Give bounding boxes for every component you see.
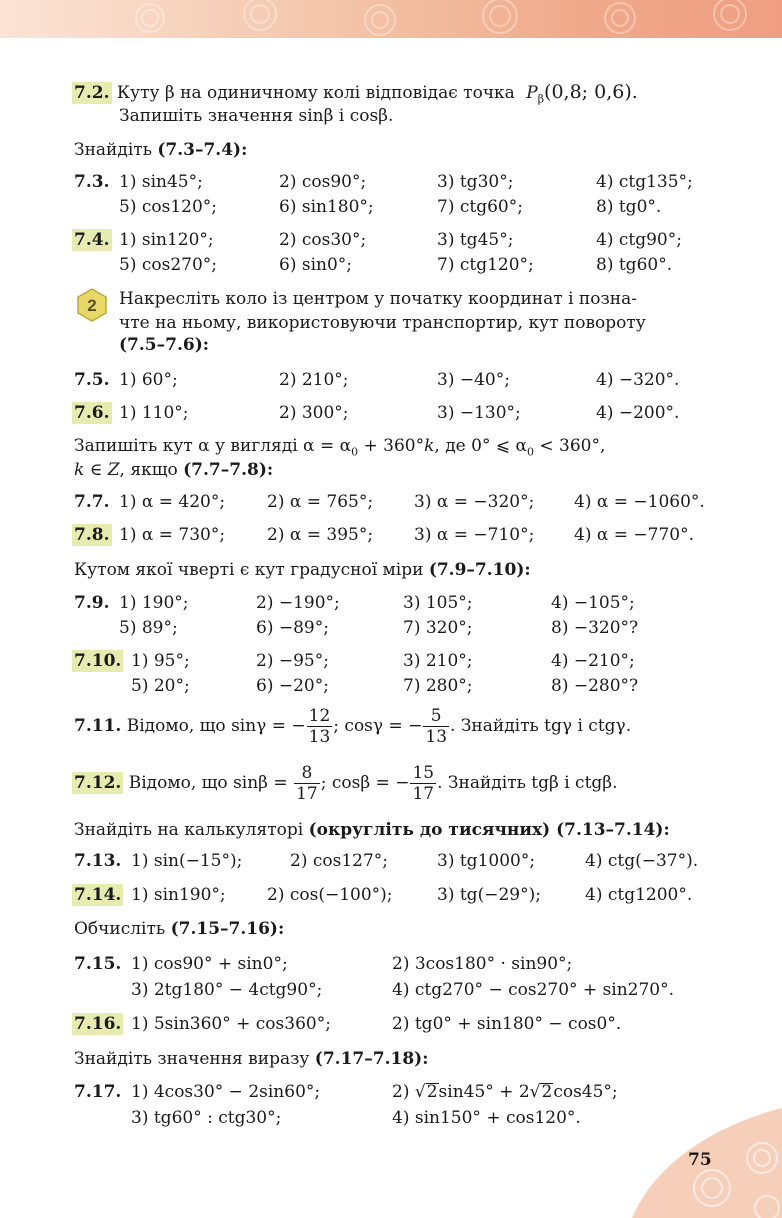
instruction-text: Знайдіть значення виразу [74, 1049, 310, 1069]
item: 4) sin150° + cos120°. [392, 1108, 581, 1128]
item: 2) 3cos180° · sin90°; [392, 954, 573, 974]
item: 3) α = −710°; [414, 525, 535, 545]
instruction-7-13 [74, 818, 670, 842]
instruction-7-15 [74, 917, 284, 941]
item: 3) tg1000°; [437, 851, 536, 871]
numerator: 12 [308, 706, 331, 726]
item: 1) 60°; [119, 370, 178, 390]
exercise-number: 7.12. [74, 773, 122, 793]
text: k [74, 460, 85, 480]
item: 1) 95°; [131, 651, 190, 671]
exercise-7-4 [74, 228, 112, 252]
item: 3) 2tg180° − 4ctg90°; [131, 980, 323, 1000]
item: 6) −20°; [256, 676, 329, 696]
item: 2) cos90°; [279, 172, 367, 192]
level-badge-number: 2 [87, 296, 97, 315]
text: k [424, 436, 435, 456]
instruction-ref: (7.9–7.10): [428, 560, 531, 580]
instruction-ref: (7.3–7.4): [157, 140, 248, 160]
item: 4) −200°. [596, 403, 680, 423]
item: 2) cos127°; [290, 851, 389, 871]
item: 1) sin(−15°); [131, 851, 243, 871]
exercise-7-13 [74, 849, 121, 873]
exercise-number: 7.16. [74, 1014, 122, 1034]
subscript: 0 [351, 445, 359, 459]
item: 4) ctg(−37°). [585, 851, 699, 871]
item: 6) sin180°; [279, 197, 374, 217]
item: 8) −320°? [551, 618, 639, 638]
item: 4) ctg1200°. [585, 885, 693, 905]
item: 4) −320°. [596, 370, 680, 390]
exercise-number: 7.14. [74, 885, 122, 905]
fraction [423, 706, 449, 747]
denominator: 17 [412, 784, 435, 804]
item: 1) sin120°; [119, 230, 214, 250]
header-band [0, 0, 782, 38]
item: 3) tg(−29°); [437, 885, 541, 905]
exercise-number: 7.11. [74, 716, 122, 736]
exercise-number: 7.10. [74, 651, 122, 671]
exercise-7-9 [74, 591, 110, 615]
exercise-7-14 [74, 883, 123, 907]
exercise-7-15 [74, 952, 121, 976]
item: 6) sin0°; [279, 255, 353, 275]
swirl-pattern-icon [0, 0, 782, 38]
item: 1) 110°; [119, 403, 189, 423]
text: Z [107, 460, 120, 480]
exercise-7-10 [74, 649, 123, 673]
item: 8) tg60°. [596, 255, 673, 275]
item: 2) tg0° + sin180° − cos0°. [392, 1014, 622, 1034]
item: 7) ctg120°; [437, 255, 534, 275]
exercise-number: 7.4. [74, 230, 110, 250]
corner-swirl-icon [592, 1108, 782, 1218]
point-label: P [526, 83, 538, 103]
item: 2) cos30°; [279, 230, 367, 250]
subscript: 0 [526, 445, 534, 459]
item: 3) −40°; [437, 370, 510, 390]
text: cos45°; [553, 1082, 618, 1102]
sqrt-symbol: √ [414, 1082, 426, 1102]
exercise-7-7 [74, 490, 110, 514]
fraction [294, 763, 320, 804]
instruction-ref: (округліть до тисячних) (7.13–7.14): [308, 820, 670, 840]
instruction-ref: (7.17–7.18): [314, 1049, 429, 1069]
instruction-text: Обчисліть [74, 919, 166, 939]
instruction-7-3 [74, 138, 247, 162]
item: 2) −190°; [256, 593, 340, 613]
exercise-7-12 [74, 763, 618, 804]
numerator: 5 [423, 706, 449, 727]
item-radicals [392, 1080, 618, 1104]
item: 5) 89°; [119, 618, 178, 638]
item: 7) ctg60°; [437, 197, 523, 217]
item: 5) cos120°; [119, 197, 218, 217]
exercise-7-5 [74, 368, 110, 392]
exercise-7-11 [74, 706, 631, 747]
instruction-ref: (7.7–7.8): [183, 460, 274, 480]
instruction-ref: (7.15–7.16): [170, 919, 285, 939]
point-coords: (0,8; 0,6). [544, 81, 638, 103]
exercise-number: 7.7. [74, 492, 110, 512]
sqrt-symbol: √ [529, 1082, 541, 1102]
exercise-7-8 [74, 523, 112, 547]
page-number: 75 [688, 1150, 712, 1170]
item: 1) cos90° + sin0°; [131, 954, 288, 974]
item: 3) tg60° : ctg30°; [131, 1108, 282, 1128]
instruction-7-17 [74, 1047, 428, 1071]
exercise-7-16 [74, 1012, 123, 1036]
instruction-7-7-line2 [74, 458, 273, 482]
item: 7) 280°; [403, 676, 473, 696]
item: 3) tg45°; [437, 230, 514, 250]
item: 2) α = 765°; [267, 492, 374, 512]
level2-line2: чте на ньому, використовуючи транспортир, кут повороту [119, 313, 646, 333]
text: < 360°, [533, 436, 606, 456]
text: ∈ [84, 460, 108, 480]
item: 4) ctg135°; [596, 172, 693, 192]
exercise-number: 7.3. [74, 172, 110, 192]
text: ; cosβ = − [320, 773, 410, 793]
item: 1) 4cos30° − 2sin60°; [131, 1082, 321, 1102]
text: ; cosγ = − [333, 716, 423, 736]
item: 2) 300°; [279, 403, 349, 423]
text: . Знайдіть tgβ і ctgβ. [437, 773, 618, 793]
item: 1) sin190°; [131, 885, 226, 905]
item: 1) 5sin360° + cos360°; [131, 1014, 331, 1034]
instruction-text: Кутом якої чверті є кут градусної міри [74, 560, 424, 580]
text: Відомо, що sinβ = [128, 773, 294, 793]
denominator: 13 [425, 727, 448, 747]
item: 1) sin45°; [119, 172, 203, 192]
text: sin45° + 2 [438, 1082, 530, 1102]
item: 3) 105°; [403, 593, 473, 613]
numerator: 15 [412, 763, 435, 783]
instruction-text: Знайдіть на калькуляторі [74, 820, 304, 840]
item: 8) tg0°. [596, 197, 662, 217]
text: , якщо [119, 460, 178, 480]
denominator: 17 [296, 784, 318, 804]
level2-line1: Накресліть коло із центром у початку координат і позна- [119, 289, 637, 309]
text: , де 0° ⩽ α [434, 436, 527, 456]
text: . Знайдіть tgγ і ctgγ. [450, 716, 632, 736]
item: 1) 190°; [119, 593, 189, 613]
item: 3) tg30°; [437, 172, 514, 192]
instruction-7-9 [74, 558, 531, 582]
item: 5) 20°; [131, 676, 190, 696]
item: 2) 210°; [279, 370, 349, 390]
exercise-number: 7.2. [74, 83, 110, 103]
item: 2) α = 395°; [267, 525, 374, 545]
item: 4) α = −770°. [574, 525, 694, 545]
exercise-7-17 [74, 1080, 121, 1104]
exercise-number: 7.15. [74, 954, 122, 974]
exercise-number: 7.8. [74, 525, 110, 545]
item: 1) α = 420°; [119, 492, 226, 512]
level-badge-icon [74, 287, 110, 323]
exercise-number: 7.6. [74, 403, 110, 423]
level2-line3: (7.5–7.6): [119, 335, 210, 355]
item: 3) 210°; [403, 651, 473, 671]
item: 6) −89°; [256, 618, 329, 638]
item: 3) −130°; [437, 403, 521, 423]
exercise-number: 7.5. [74, 370, 110, 390]
item: 2) −95°; [256, 651, 329, 671]
point-subscript: β [537, 92, 545, 106]
denominator: 13 [308, 727, 331, 747]
exercise-7-2-line2: Запишіть значення sinβ і cosβ. [119, 106, 394, 126]
fraction [410, 763, 436, 804]
text: + 360° [358, 436, 425, 456]
numerator: 8 [294, 763, 320, 784]
text: 2) [392, 1082, 415, 1102]
instruction-text: Знайдіть [74, 140, 152, 160]
item: 4) −210°; [551, 651, 635, 671]
item: 1) α = 730°; [119, 525, 226, 545]
item: 4) ctg270° − cos270° + sin270°. [392, 980, 675, 1000]
fraction [307, 706, 333, 747]
item: 7) 320°; [403, 618, 473, 638]
exercise-text: Куту β на одиничному колі відповідає точка [116, 83, 515, 103]
exercise-7-3 [74, 170, 110, 194]
item: 4) −105°; [551, 593, 635, 613]
radicand: 2 [426, 1082, 438, 1102]
item: 3) α = −320°; [414, 492, 535, 512]
item: 5) cos270°; [119, 255, 218, 275]
item: 8) −280°? [551, 676, 639, 696]
item: 2) cos(−100°); [267, 885, 393, 905]
item: 4) ctg90°; [596, 230, 682, 250]
exercise-number: 7.9. [74, 593, 110, 613]
text: Запишіть кут α у вигляді α = α [74, 436, 352, 456]
text: Відомо, що sinγ = − [126, 716, 306, 736]
item: 4) α = −1060°. [574, 492, 705, 512]
exercise-7-6 [74, 401, 112, 425]
exercise-number: 7.13. [74, 851, 122, 871]
exercise-number: 7.17. [74, 1082, 122, 1102]
radicand: 2 [541, 1082, 553, 1102]
